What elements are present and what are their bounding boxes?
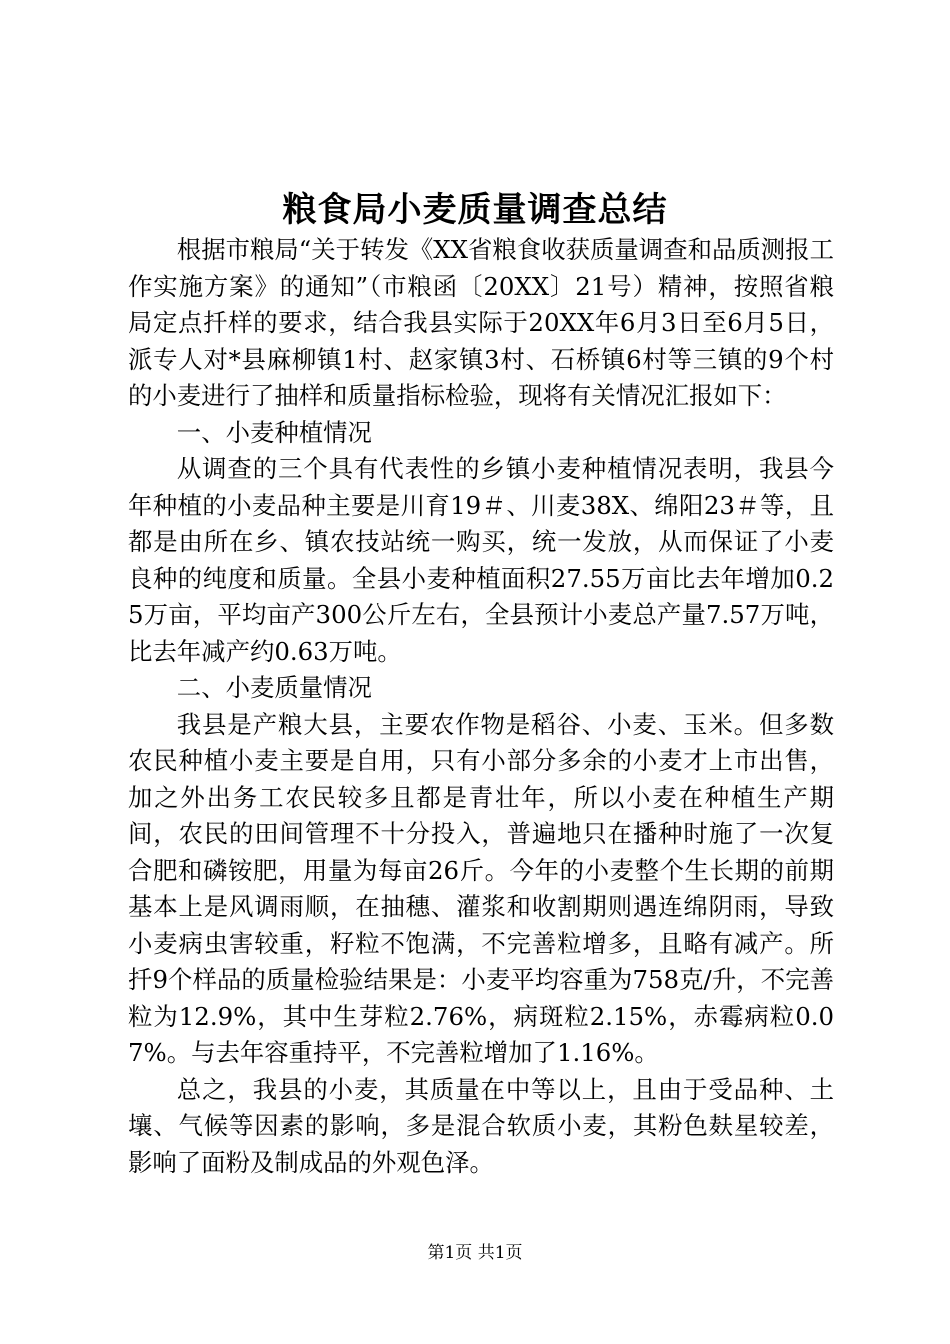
section-heading-planting: 一、小麦种植情况 xyxy=(176,417,372,447)
intro-paragraph: 根据市粮局“关于转发《XX省粮食收获质量调查和品质测报工作实施方案》的通知”（市粮函〔20XX〕21号）精神，按照省粮局定点扦样的要求，结合我县实际于20XX年6月3日至6月5日，派专人对*县麻柳镇1村、赵家镇3村、石桥镇6村等三镇的9个村的小麦进行了抽样和质量指标检验，现将有关情况汇报如下： xyxy=(128,235,834,410)
page-number-footer: 第1页 共1页 xyxy=(427,1243,523,1263)
conclusion-paragraph: 总之，我县的小麦，其质量在中等以上，且由于受品种、土壤、气候等因素的影响，多是混合软质小麦，其粉色麸星较差，影响了面粉及制成品的外观色泽。 xyxy=(128,1074,834,1177)
document-title: 粮食局小麦质量调查总结 xyxy=(282,190,668,230)
quality-paragraph: 我县是产粮大县，主要农作物是稻谷、小麦、玉米。但多数农民种植小麦主要是自用，只有小部分多余的小麦才上市出售，加之外出务工农民较多且都是青壮年，所以小麦在种植生产期间，农民的田间管理不十分投入，普遍地只在播种时施了一次复合肥和磷铵肥，用量为每亩26斤。今年的小麦整个生长期的前期基本上是风调雨顺，在抽穗、灌浆和收割期则遇连绵阴雨，导致小麦病虫害较重，籽粒不饱满，不完善粒增多，且略有减产。所扦9个样品的质量检验结果是：小麦平均容重为758克/升，不完善粒为12.9%，其中生芽粒2.76%，病斑粒2.15%，赤霉病粒0.07%。与去年容重持平，不完善粒增加了1.16%。 xyxy=(128,709,834,1067)
document-body xyxy=(128,232,834,1181)
section-heading-quality: 二、小麦质量情况 xyxy=(176,673,372,702)
planting-paragraph: 从调查的三个具有代表性的乡镇小麦种植情况表明，我县今年种植的小麦品种主要是川育19＃、川麦38X、绵阳23＃等，且都是由所在乡、镇农技站统一购买，统一发放，从而保证了小麦良种的纯度和质量。全县小麦种植面积27.55万亩比去年增加0.25万亩，平均亩产300公斤左右，全县预计小麦总产量7.57万吨，比去年减产约0.63万吨。 xyxy=(128,454,834,666)
